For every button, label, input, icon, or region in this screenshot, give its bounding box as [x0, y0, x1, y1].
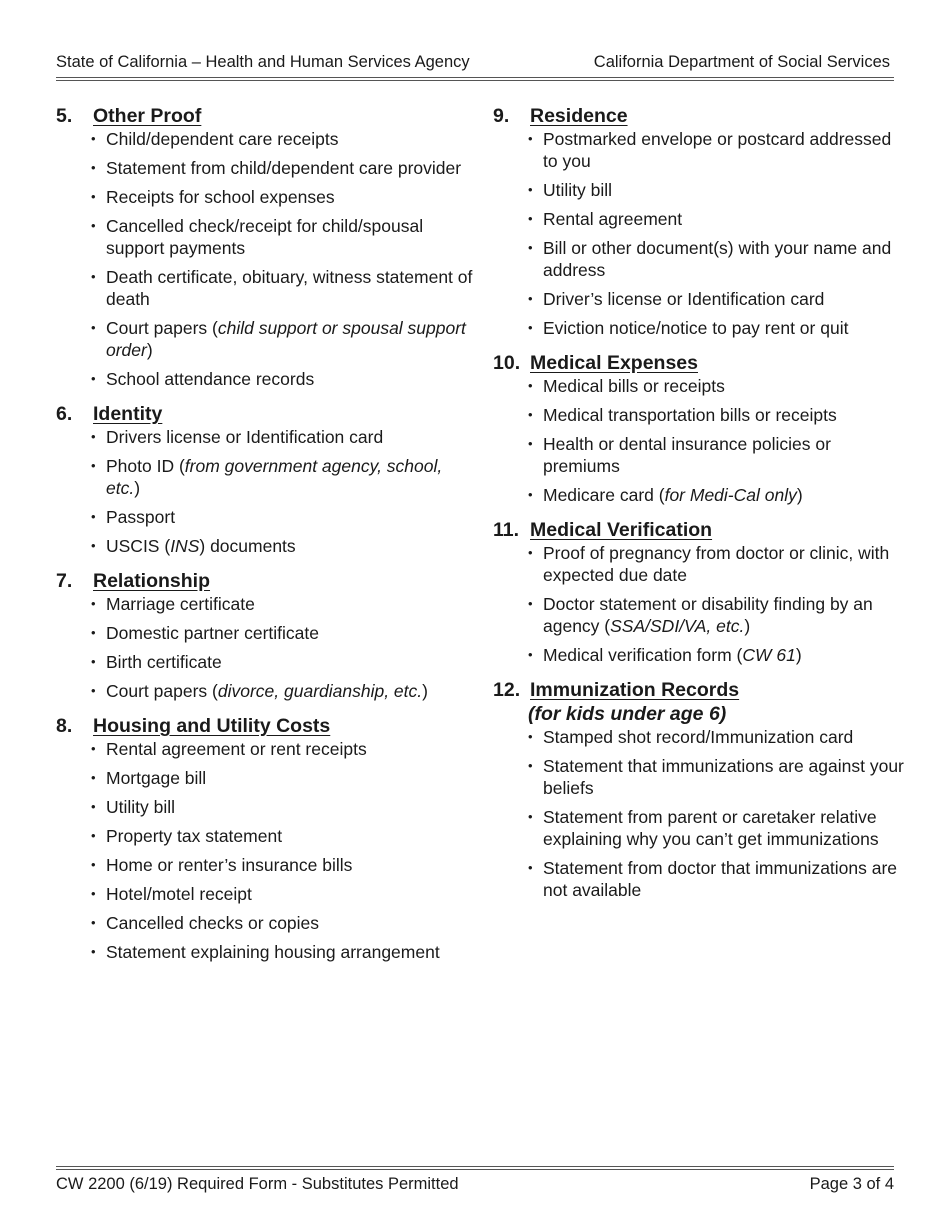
item-text: ) — [134, 478, 141, 498]
list-item — [91, 455, 474, 499]
list-item: • Property tax statement — [91, 825, 474, 847]
item-text: ) — [795, 645, 802, 665]
list-item: • Medical transportation bills or receipts — [528, 404, 905, 426]
item-text: Medical verification form ( — [543, 645, 743, 665]
section-title: Other Proof — [93, 105, 202, 127]
item-text: ) — [744, 616, 751, 636]
list-item: • Medical bills or receipts — [528, 375, 905, 397]
list-item: • Mortgage bill — [91, 767, 474, 789]
list-item: • Driver’s license or Identification card — [528, 288, 905, 310]
item-list — [56, 426, 474, 557]
list-item — [91, 535, 474, 557]
list-item: • Statement from child/dependent care provider — [91, 157, 474, 179]
section-9 — [493, 104, 905, 339]
list-item — [528, 644, 905, 666]
section-number: 10. — [493, 352, 521, 374]
item-list — [56, 128, 474, 390]
item-list — [56, 738, 474, 963]
form-number: CW 2200 (6/19) Required Form - Substitutes Permitted — [56, 1175, 459, 1193]
section-number: 5. — [56, 105, 73, 127]
right-column — [493, 104, 905, 913]
list-item: • Postmarked envelope or postcard addressed to you — [528, 128, 905, 172]
list-item: • Domestic partner certificate — [91, 622, 474, 644]
section-number: 12. — [493, 679, 521, 701]
list-item: • Utility bill — [91, 796, 474, 818]
section-number: 11. — [493, 519, 520, 541]
list-item — [91, 317, 474, 361]
list-item: • Child/dependent care receipts — [91, 128, 474, 150]
section-title: Identity — [93, 403, 163, 425]
list-item: • Drivers license or Identification card — [91, 426, 474, 448]
item-text: USCIS ( — [106, 536, 171, 556]
page-header — [56, 50, 894, 74]
list-item: • Marriage certificate — [91, 593, 474, 615]
list-item: • Stamped shot record/Immunization card — [528, 726, 905, 748]
list-item: • Birth certificate — [91, 651, 474, 673]
section-number: 9. — [493, 105, 510, 127]
header-agency: State of California – Health and Human Services Agency — [56, 53, 470, 71]
item-list — [493, 726, 905, 901]
section-7 — [56, 569, 474, 702]
section-number: 7. — [56, 570, 73, 592]
section-10 — [493, 351, 905, 506]
section-8 — [56, 714, 474, 963]
list-item — [91, 680, 474, 702]
item-text: Photo ID ( — [106, 456, 185, 476]
list-item — [528, 593, 905, 637]
item-italic-text: CW 61 — [742, 645, 796, 665]
item-text: ) — [146, 340, 153, 360]
list-item: • Cancelled check/receipt for child/spousal support payments — [91, 215, 474, 259]
list-item: • Home or renter’s insurance bills — [91, 854, 474, 876]
item-text: ) documents — [199, 536, 296, 556]
footer-rule-bottom — [56, 1169, 894, 1170]
item-italic-text: SSA/SDI/VA, etc. — [610, 616, 745, 636]
section-title: Residence — [530, 105, 628, 127]
item-italic-text: from government agency, school, etc. — [106, 456, 443, 498]
list-item — [528, 484, 905, 506]
footer-rule-top — [56, 1166, 894, 1167]
header-rule-bottom — [56, 80, 894, 81]
item-list — [493, 542, 905, 666]
list-item: • School attendance records — [91, 368, 474, 390]
list-item: • Health or dental insurance policies or premiums — [528, 433, 905, 477]
list-item: • Receipts for school expenses — [91, 186, 474, 208]
page-footer — [56, 1172, 894, 1196]
section-title: Housing and Utility Costs — [93, 715, 331, 737]
section-subtitle: (for kids under age 6) — [528, 703, 727, 725]
section-title: Medical Expenses — [530, 352, 698, 374]
list-item: • Proof of pregnancy from doctor or clinic, with expected due date — [528, 542, 905, 586]
item-text: Court papers ( — [106, 681, 218, 701]
item-text: ) — [422, 681, 428, 701]
page-number: Page 3 of 4 — [809, 1175, 894, 1193]
list-item: • Statement from doctor that immunizations are not available — [528, 857, 905, 901]
list-item: • Bill or other document(s) with your name and address — [528, 237, 905, 281]
item-italic-text: child support or spousal support order — [106, 318, 466, 360]
list-item: • Rental agreement — [528, 208, 905, 230]
item-list — [493, 128, 905, 339]
list-item: • Statement from parent or caretaker relative explaining why you can’t get immunizations — [528, 806, 905, 850]
list-item: • Statement explaining housing arrangement — [91, 941, 474, 963]
list-item: • Rental agreement or rent receipts — [91, 738, 474, 760]
item-text: Medicare card ( — [543, 485, 665, 505]
list-item: • Utility bill — [528, 179, 905, 201]
list-item: • Statement that immunizations are against your beliefs — [528, 755, 905, 799]
list-item: • Death certificate, obituary, witness statement of death — [91, 266, 474, 310]
section-number: 6. — [56, 403, 73, 425]
item-list — [493, 375, 905, 506]
section-12 — [493, 678, 905, 901]
section-5 — [56, 104, 474, 390]
item-text: Doctor statement or disability finding by an agency ( — [543, 594, 873, 636]
list-item: • Hotel/motel receipt — [91, 883, 474, 905]
left-column — [56, 104, 474, 975]
section-number: 8. — [56, 715, 73, 737]
item-list — [56, 593, 474, 702]
list-item: • Eviction notice/notice to pay rent or quit — [528, 317, 905, 339]
section-title: Relationship — [93, 570, 211, 592]
list-item: • Passport — [91, 506, 474, 528]
header-rule-top — [56, 77, 894, 78]
item-italic-text: INS — [170, 536, 200, 556]
section-11 — [493, 518, 905, 666]
item-text: ) — [796, 485, 803, 505]
section-title: Immunization Records — [530, 679, 740, 701]
section-6 — [56, 402, 474, 557]
header-department: California Department of Social Services — [593, 53, 890, 71]
item-italic-text: divorce, guardianship, etc. — [217, 681, 423, 701]
item-italic-text: for Medi-Cal only — [664, 485, 797, 505]
item-text: Court papers ( — [106, 318, 218, 338]
list-item: • Cancelled checks or copies — [91, 912, 474, 934]
section-title: Medical Verification — [530, 519, 713, 541]
